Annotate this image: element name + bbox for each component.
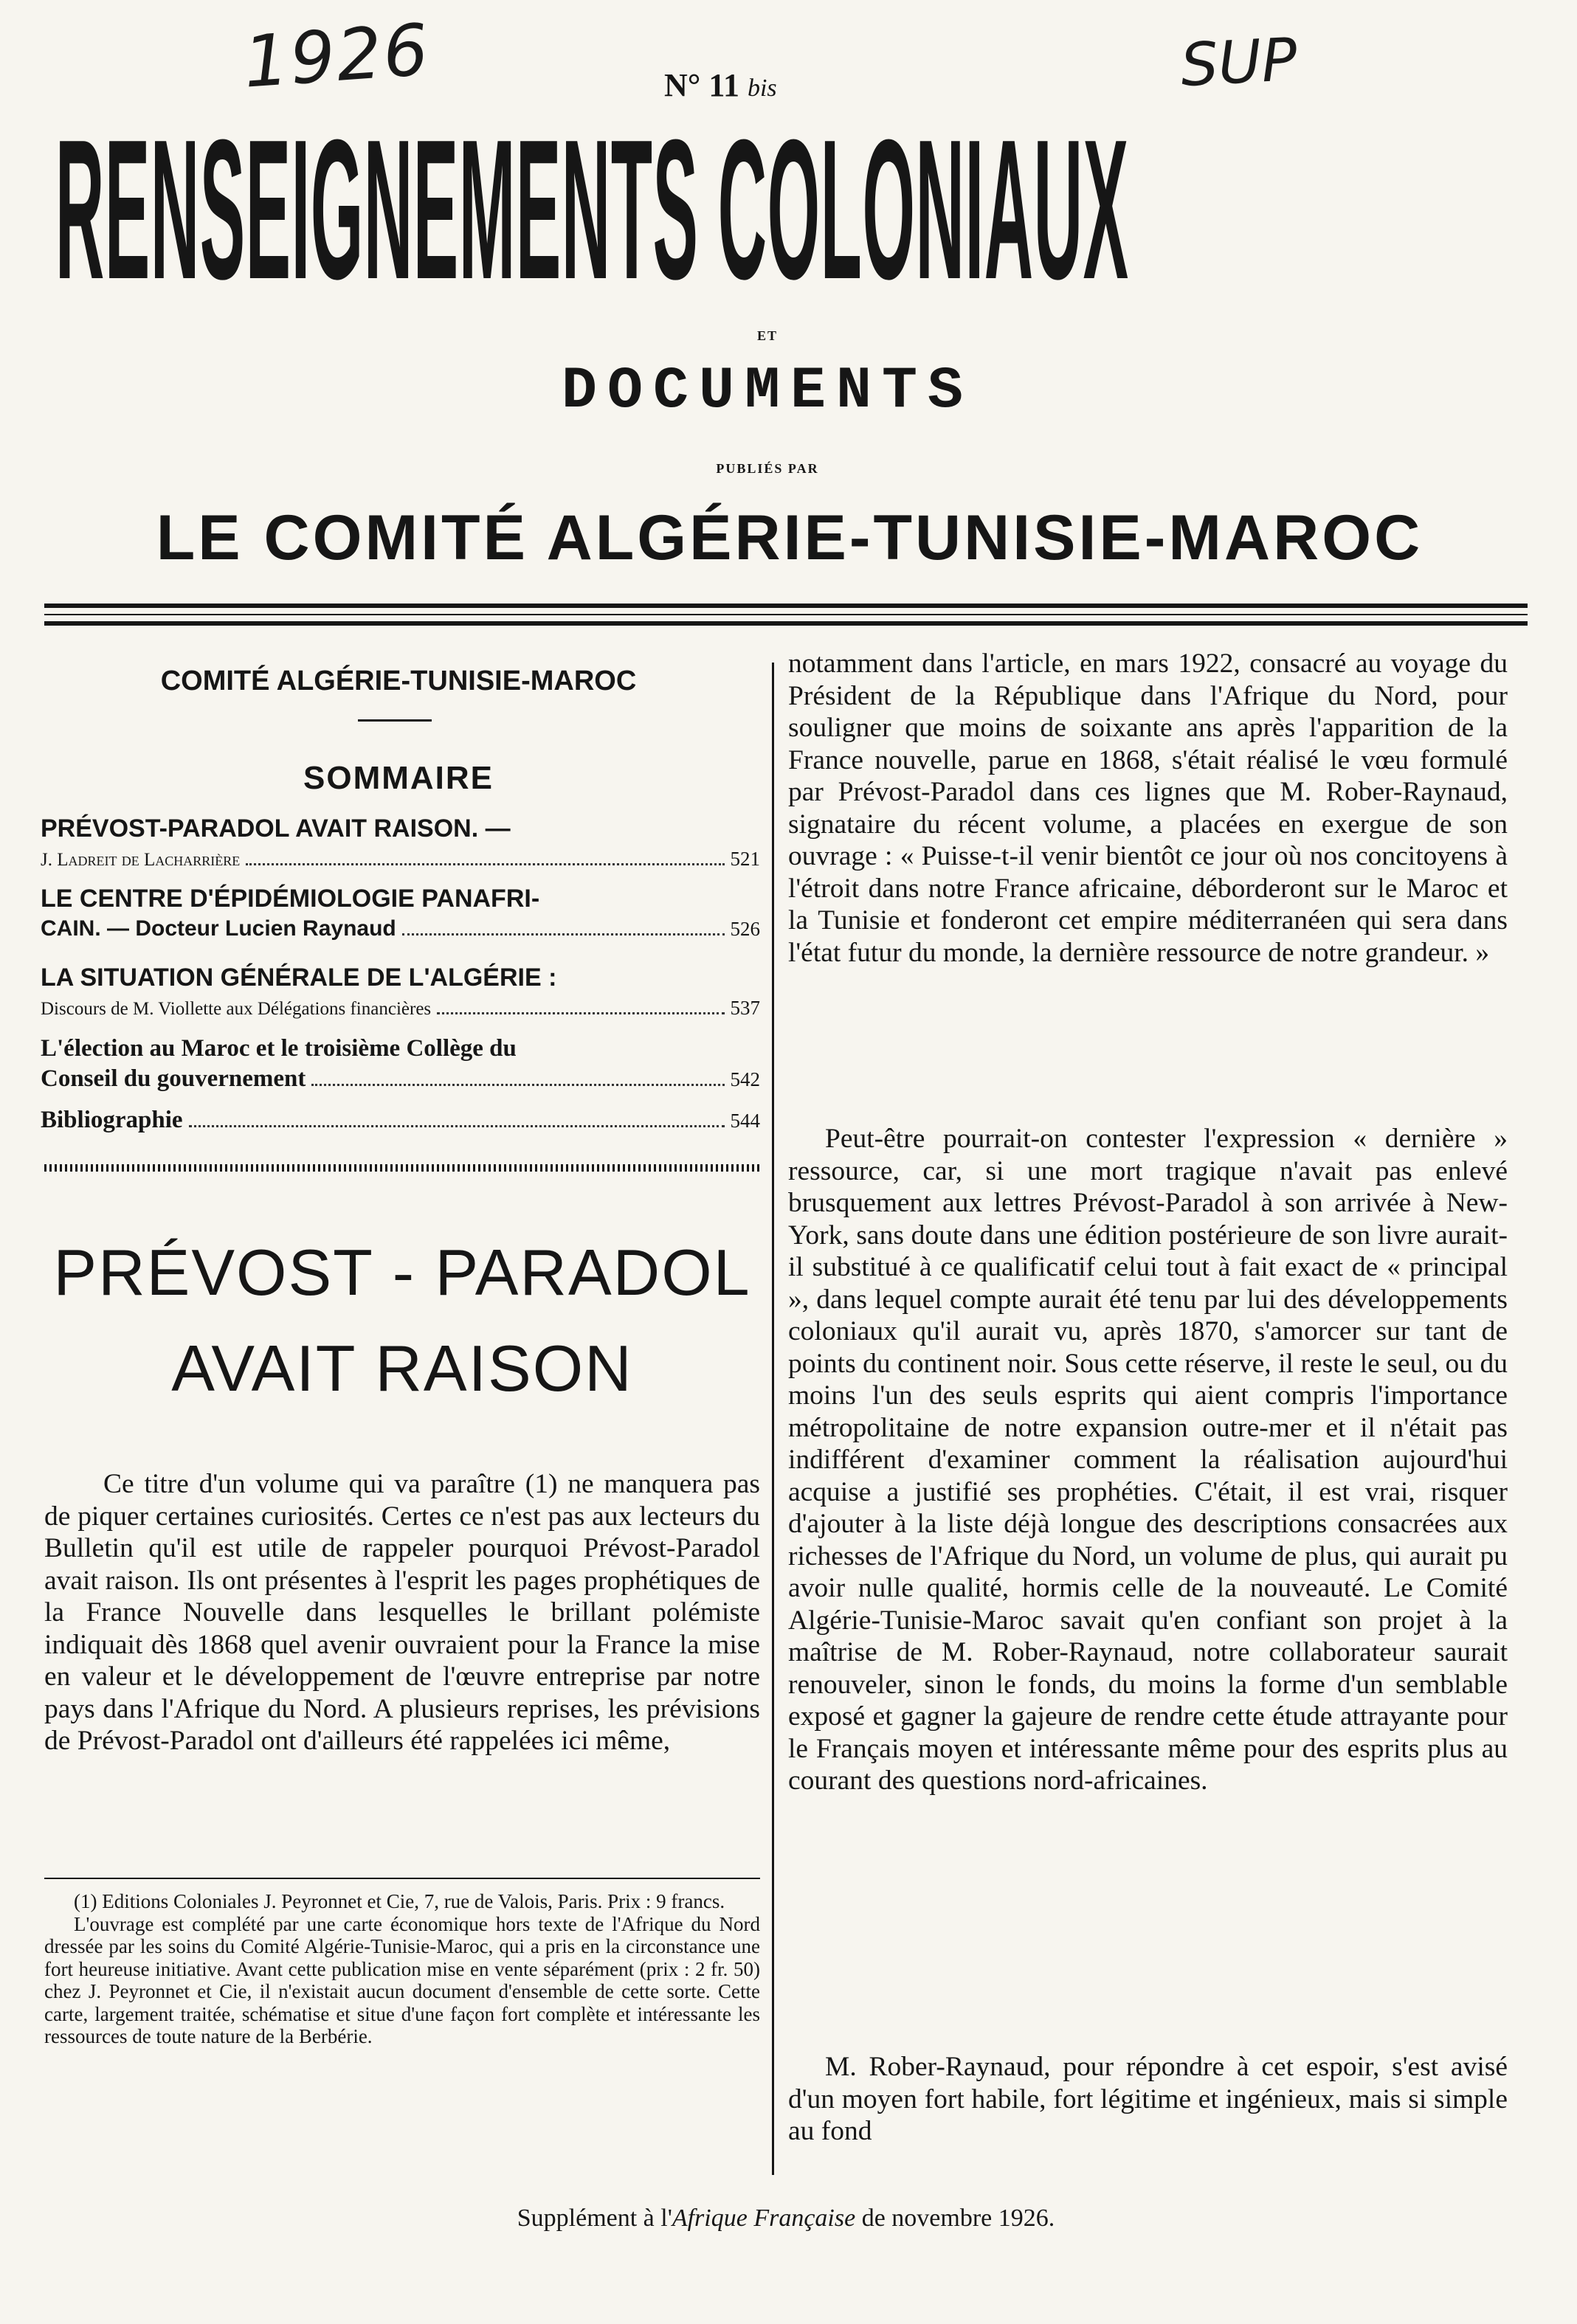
- toc-entry-1[interactable]: [41, 812, 760, 874]
- toc-entry-2-title: LE CENTRE D'ÉPIDÉMIOLOGIE PANAFRI-: [41, 885, 540, 913]
- toc-entry-3[interactable]: [41, 961, 760, 1023]
- toc-entry-4-title: L'élection au Maroc et le troisième Collège du: [41, 1035, 517, 1062]
- masthead-rule-heavy: [44, 604, 1528, 608]
- toc-bottom-rule: [44, 1164, 760, 1172]
- toc-entry-5-page: 544: [730, 1110, 760, 1132]
- toc-leader-dots: [246, 863, 724, 865]
- article-title-line-1: PRÉVOST - PARADOL: [53, 1236, 751, 1309]
- article-paragraph-col2-2: Peut-être pourrait-on contester l'expression « dernière » ressource, car, si une mort tragique n'avait pas enlevé brusquement aux lettres Prévost-Paradol à son arrivée à New-York, sans doute dans une édition postérieure de son livre aurait-il substitué à ce qualificatif celui tout à fait exact de « principal », dans lequel compte aurait été tenu par lui des développements coloniaux qu'il aurait vu, après 1870, s'amorcer sur tant de points du continent noir. Sous cette réserve, il reste le seul, ou du moins l'un des seuls esprits qui aient compris l'importance métropolitaine de notre expansion outre-mer et il n'était pas indifférent d'examiner comment la réalisation aujourd'hui acquise a justifié ses prophéties. C'était, il est vrai, risquer d'ajouter à la liste déjà longue des descriptions consacrées aux richesses de l'Afrique du Nord, un volume de plus, qui aurait pu avoir nulle qualité, hormis celle de la nouveauté. Le Comité Algérie-Tunisie-Maroc savait qu'en confiant son projet à la maîtrise de M. Rober-Raynaud, notre collaborateur saurait renouveler, sinon le fonds, du moins la forme d'un semblable exposé et gagner la gajeure de rendre cette étude attrayante pour le Français moyen et intéressante même pour des esprits plus au courant des questions nord-africaines.: [788, 1124, 1508, 1796]
- column-divider: [772, 663, 774, 2175]
- article-title: [44, 1225, 760, 1417]
- toc-entry-3-title: LA SITUATION GÉNÉRALE DE L'ALGÉRIE :: [41, 964, 557, 992]
- toc-entry-2-sub: [41, 916, 760, 942]
- footnote-2: L'ouvrage est complété par une carte économique hors texte de l'Afrique du Nord dressée par les soins du Comité Algérie-Tunisie-Maroc, qui a pris en la circonstance une fort heureuse initiative. Avant cette publication mise en vente séparément (prix : 2 fr. 50) chez J. Peyronnet et Cie, il n'existait aucun document d'ensemble de cette sorte. Cette carte, largement traitée, schématise et situe d'une façon fort complète et intéressante les ressources de toute nature de la Berbérie.: [44, 1912, 760, 2047]
- supplement-journal: Afrique Française: [672, 2204, 856, 2232]
- toc-short-rule: [358, 719, 432, 722]
- masthead-title: RENSEIGNEMENTS COLONIAUX: [55, 99, 1129, 321]
- supplement-suffix: de novembre 1926.: [855, 2204, 1055, 2232]
- toc-entry-2-page: 526: [730, 918, 760, 940]
- handwritten-code-annotation: SUP: [1179, 24, 1299, 100]
- toc-entry-1-title: PRÉVOST-PARADOL AVAIT RAISON. —: [41, 815, 511, 843]
- toc-entry-5-sub: [41, 1107, 760, 1134]
- toc-entry-1-sub: [41, 845, 760, 874]
- masthead-et: ET: [756, 328, 778, 343]
- masthead-rule-thin: [44, 614, 1528, 615]
- masthead-publies-par: PUBLIÉS PAR: [716, 461, 819, 476]
- toc-entry-4-page: 542: [730, 1068, 760, 1090]
- toc-entry-1-page: 521: [730, 848, 760, 870]
- toc-committee-heading: COMITÉ ALGÉRIE-TUNISIE-MAROC: [160, 665, 637, 696]
- toc-entry-2-title2: CAIN. — Docteur Lucien Raynaud: [41, 916, 396, 941]
- footnotes: [44, 1890, 760, 2048]
- toc-leader-dots: [311, 1084, 724, 1086]
- toc-entry-5[interactable]: [41, 1107, 760, 1134]
- handwritten-year-annotation: 1926: [241, 8, 432, 104]
- toc-entry-4-title2: Conseil du gouvernement: [41, 1065, 306, 1092]
- supplement-footer: [44, 2204, 1528, 2233]
- toc-entry-1-author: J. Ladreit de Lacharrière: [41, 850, 241, 870]
- issue-number-text: N° 11: [664, 67, 739, 103]
- toc-entry-5-title: Bibliographie: [41, 1107, 183, 1133]
- toc-entry-2[interactable]: [41, 882, 760, 942]
- masthead-documents: DOCUMENTS: [561, 358, 974, 425]
- article-paragraph-col2-3: M. Rober-Raynaud, pour répondre à cet espoir, s'est avisé d'un moyen fort habile, fort légitime et ingénieux, mais si simple au fond: [788, 2052, 1508, 2146]
- toc-leader-dots: [437, 1012, 724, 1014]
- toc-entry-4-sub: [41, 1065, 760, 1093]
- footnote-rule: [44, 1878, 760, 1879]
- masthead-rule-heavy-2: [44, 621, 1528, 626]
- masthead-committee: LE COMITÉ ALGÉRIE-TUNISIE-MAROC: [156, 502, 1424, 573]
- footnote-1: (1) Editions Coloniales J. Peyronnet et Cie, 7, rue de Valois, Paris. Prix : 9 francs.: [74, 1890, 725, 1912]
- toc-entry-3-sub: [41, 995, 760, 1023]
- article-title-line-2: AVAIT RAISON: [171, 1332, 633, 1405]
- toc-title: SOMMAIRE: [303, 760, 494, 796]
- article-lead-paragraph: Ce titre d'un volume qui va paraître (1) ne manquera pas de piquer certaines curiosités. Certes ce n'est pas aux lecteurs du Bulletin qu'il est utile de rappeler pourquoi Prévost-Paradol avait raison. Ils ont présentes à l'esprit les pages prophétiques de la France Nouvelle dans lesquelles le brillant polémiste indiquait dès 1868 quel avenir ouvraient pour la France la mise en valeur et le développement de l'œuvre entreprise par notre pays dans l'Afrique du Nord. A plusieurs reprises, les prévisions de Prévost-Paradol ont d'ailleurs été rappelées ici même,: [44, 1469, 760, 1756]
- toc-leader-dots: [402, 933, 725, 936]
- supplement-prefix: Supplément à l': [517, 2204, 672, 2232]
- toc-leader-dots: [189, 1125, 725, 1127]
- toc-entry-3-subtitle: Discours de M. Viollette aux Délégations financières: [41, 999, 432, 1019]
- toc-entry-3-page: 537: [730, 997, 760, 1019]
- article-paragraph-col2-1: notamment dans l'article, en mars 1922, consacré au voyage du Président de la République dans l'Afrique du Nord, pour souligner que moins de soixante ans après l'apparition de la France nouvelle, parue en 1868, s'était réalisé le vœu formulé par Prévost-Paradol dans ces lignes que M. Rober-Raynaud, signataire du récent volume, a placées en exergue de son ouvrage : « Puisse-t-il venir bientôt ce jour où nos concitoyens à l'étroit dans notre France africaine, déborderont sur le Maroc et la Tunisie et fonderont cet empire méditerranéen qui sera dans l'état futur du monde, la dernière ressource de notre grandeur. »: [788, 649, 1508, 968]
- toc-entry-4[interactable]: [41, 1031, 760, 1093]
- issue-suffix: bis: [747, 75, 777, 102]
